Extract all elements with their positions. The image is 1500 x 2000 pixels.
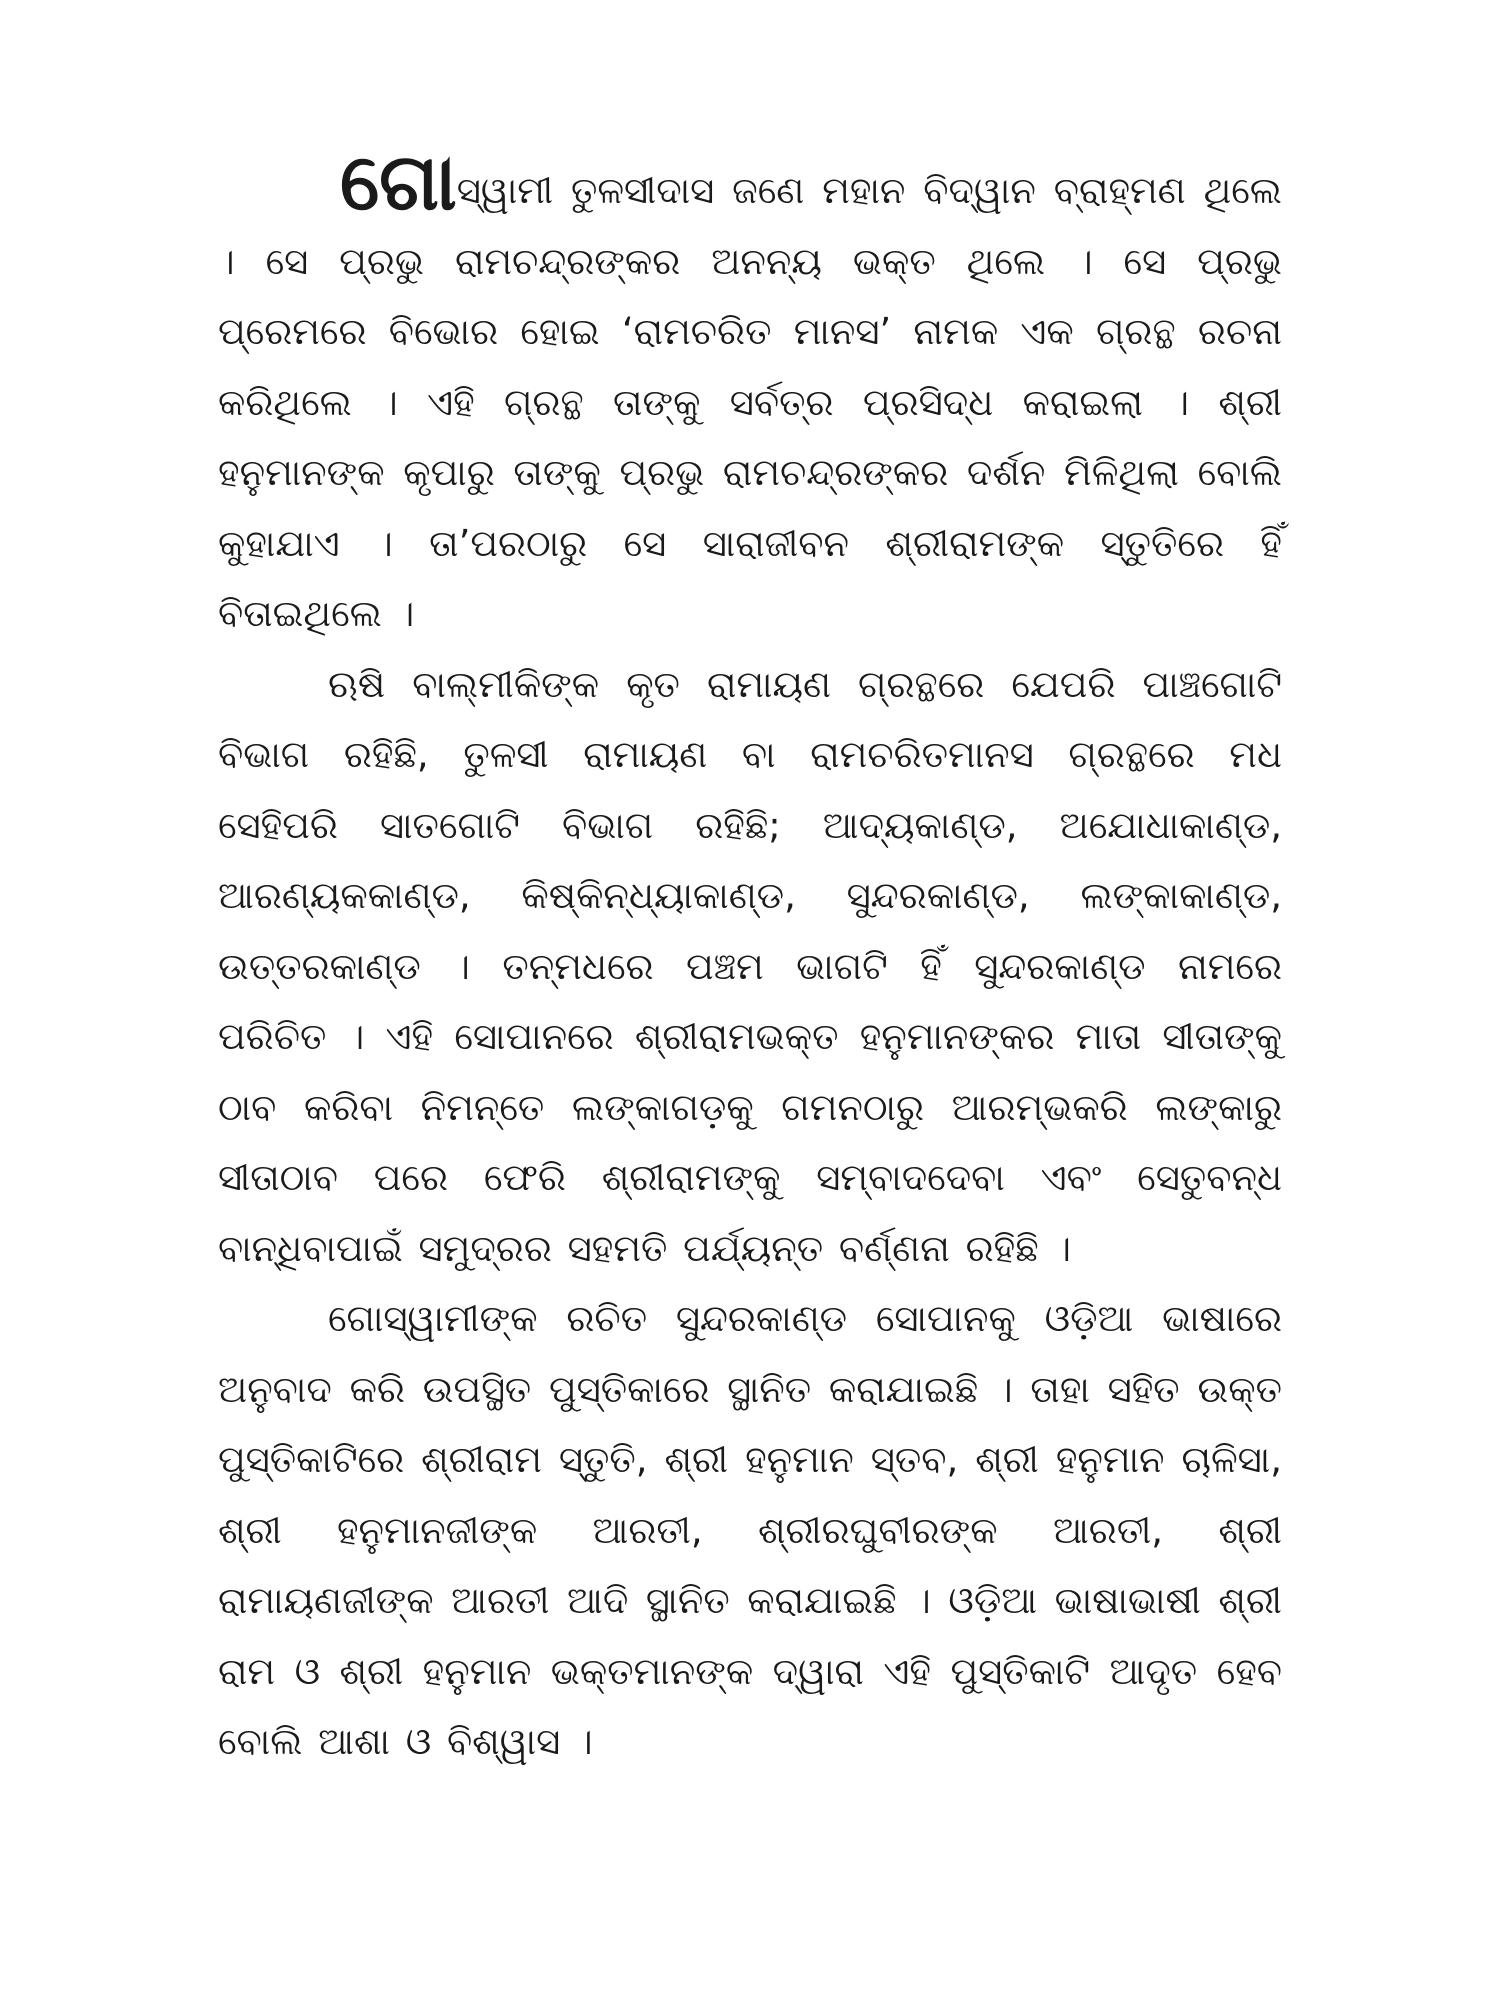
paragraph-1 bbox=[218, 138, 1282, 650]
paragraph-2: ଋଷି ବାଲ୍ମୀକିଙ୍କ କୃତ ରାମାୟଣ ଗ୍ରନ୍ଥରେ ଯେପରି ପାଞ୍ଚଗୋଟି ବିଭାଗ ରହିଛି, ତୁଳସୀ ରାମାୟଣ ବା ରାମଚରିତମାନସ ଗ୍ରନ୍ଥରେ ମଧ ସେହିପରି ସାତଗୋଟି ବିଭାଗ ରହିଛି; ଆଦ୍ୟକାଣ୍ଡ, ଅଯୋଧାକାଣ୍ଡ, ଆରଣ୍ୟକକାଣ୍ଡ, କିଷ୍କିନ୍ଧ୍ୟାକାଣ୍ଡ, ସୁନ୍ଦରକାଣ୍ଡ, ଲଙ୍କାକାଣ୍ଡ, ଉତ୍ତରକାଣ୍ଡ । ତନ୍ମଧରେ ପଞ୍ଚମ ଭାଗଟି ହିଁ ସୁନ୍ଦରକାଣ୍ଡ ନାମରେ ପରିଚିତ । ଏହି ସୋପାନରେ ଶ୍ରୀରାମଭକ୍ତ ହନୁମାନଙ୍କର ମାତା ସୀତାଙ୍କୁ ଠାବ କରିବା ନିମନ୍ତେ ଲଙ୍କାଗଡ଼କୁ ଗମନଠାରୁ ଆରମ୍ଭକରି ଲଙ୍କାରୁ ସୀତାଠାବ ପରେ ଫେରି ଶ୍ରୀରାମଙ୍କୁ ସମ୍ବାଦଦେବା ଏବଂ ସେତୁବନ୍ଧ ବାନ୍ଧିବାପାଇଁ ସମୁଦ୍ରର ସହମତି ପର୍ଯ୍ୟନ୍ତ ବର୍ଣ୍ଣନା ରହିଛି । bbox=[218, 662, 1282, 1270]
document-page bbox=[218, 138, 1282, 1778]
drop-cap-word: ଗୋ bbox=[340, 138, 457, 228]
paragraph-1-text: ସ୍ୱାମୀ ତୁଳସୀଦାସ ଜଣେ ମହାନ ବିଦ୍ୱାନ ବ୍ରାହ୍ମଣ ଥିଲେ । ସେ ପ୍ରଭୁ ରାମଚନ୍ଦ୍ରଙ୍କର ଅନନ୍ୟ ଭକ୍ତ ଥିଲେ । ସେ ପ୍ରଭୁ ପ୍ରେମରେ ବିଭୋର ହୋଇ ‘ରାମଚରିତ ମାନସ’ ନାମକ ଏକ ଗ୍ରନ୍ଥ ରଚନା କରିଥିଲେ । ଏହି ଗ୍ରନ୍ଥ ତାଙ୍କୁ ସର୍ବତ୍ର ପ୍ରସିଦ୍ଧ କରାଇଲା । ଶ୍ରୀ ହନୁମାନଙ୍କ କୃପାରୁ ତାଙ୍କୁ ପ୍ରଭୁ ରାମଚନ୍ଦ୍ରଙ୍କର ଦର୍ଶନ ମିଳିଥିଲା ବୋଲି କୁହାଯାଏ । ତା’ପରଠାରୁ ସେ ସାରାଜୀବନ ଶ୍ରୀରାମଙ୍କ ସ୍ତୁତିରେ ହିଁ ବିତାଇଥିଲେ । bbox=[218, 169, 1282, 635]
paragraph-3: ଗୋସ୍ୱାମୀଙ୍କ ରଚିତ ସୁନ୍ଦରକାଣ୍ଡ ସୋପାନକୁ ଓଡ଼ିଆ ଭାଷାରେ ଅନୁବାଦ କରି ଉପସ୍ଥିତ ପୁସ୍ତିକାରେ ସ୍ଥାନିତ କରାଯାଇଛି । ତାହା ସହିତ ଉକ୍ତ ପୁସ୍ତିକାଟିରେ ଶ୍ରୀରାମ ସ୍ତୁତି, ଶ୍ରୀ ହନୁମାନ ସ୍ତବ, ଶ୍ରୀ ହନୁମାନ ଚାଳିସା, ଶ୍ରୀ ହନୁମାନଜୀଙ୍କ ଆରତୀ, ଶ୍ରୀରଘୁବୀରଙ୍କ ଆରତୀ, ଶ୍ରୀ ରାମାୟଣଜୀଙ୍କ ଆରତୀ ଆଦି ସ୍ଥାନିତ କରାଯାଇଛି । ଓଡ଼ିଆ ଭାଷାଭାଷୀ ଶ୍ରୀ ରାମ ଓ ଶ୍ରୀ ହନୁମାନ ଭକ୍ତମାନଙ୍କ ଦ୍ୱାରା ଏହି ପୁସ୍ତିକାଟି ଆଦୃତ ହେବ ବୋଲି ଆଶା ଓ ବିଶ୍ୱାସ । bbox=[218, 1297, 1282, 1763]
